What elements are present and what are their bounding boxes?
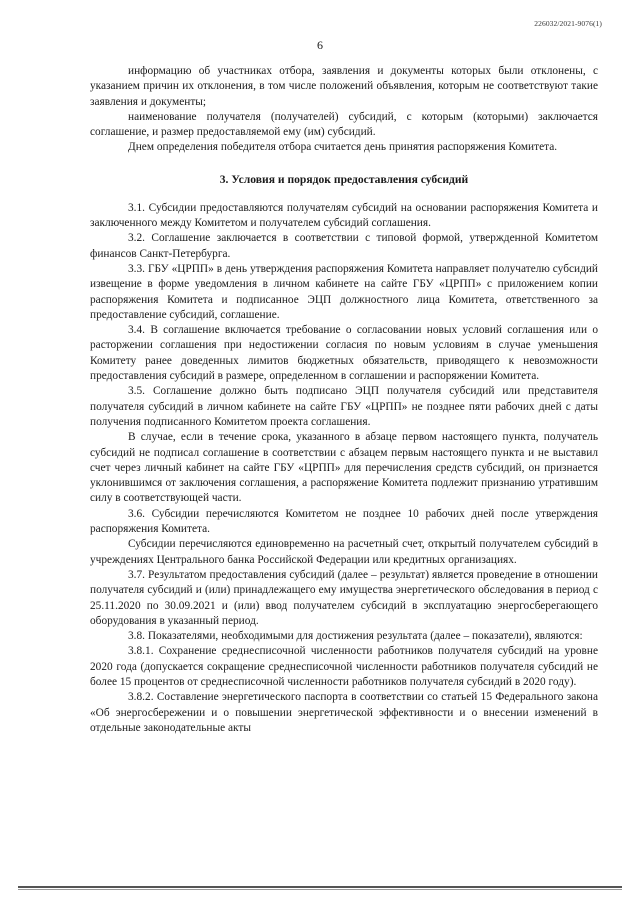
document-registration-number: 226032/2021-9076(1)	[534, 19, 602, 28]
document-body	[90, 64, 598, 736]
paragraph-3-5-second: В случае, если в течение срока, указанного в абзаце первом настоящего пункта, получатель субсидий не подписал соглашение в соответствии с абзацем первым настоящего пункта и не выставил счет через личный кабинет на сайте ГБУ «ЦРПП» для перечисления средств субсидий, он признается уклонившимся от заключения соглашения, а распоряжение Комитета подлежит признанию утратившим силу в соответствующей части.	[90, 431, 598, 505]
paragraph-3-6-second: Субсидии перечисляются единовременно на расчетный счет, открытый получателем субсидий в учреждениях Центрального банка Российской Федерации или кредитных организациях.	[90, 538, 598, 566]
paragraph-3-8: 3.8. Показателями, необходимыми для достижения результата (далее – показатели), являются:	[128, 630, 583, 643]
paragraph-3-1: 3.1. Субсидии предоставляются получателям субсидий на основании распоряжения Комитета и заключенного между Комитетом и получателем субсидий соглашения.	[90, 201, 598, 230]
paragraph-3-6: 3.6. Субсидии перечисляются Комитетом не позднее 10 рабочих дней после утверждения распоряжения Комитета.	[90, 507, 598, 536]
paragraph-rejected-participants: информацию об участниках отбора, заявления и документы которых были отклонены, с указанием причин их отклонения, в том числе положений объявления, которым не соответствуют такие заявления и документы;	[90, 65, 598, 108]
paragraph-3-8-2: 3.8.2. Составление энергетического паспорта в соответствии со статьей 15 Федерального закона «Об энергосбережении и о повышении энергетической эффективности и о внесении изменений в отдельные законодательные акты	[90, 691, 598, 734]
paragraph-3-7: 3.7. Результатом предоставления субсидий (далее – результат) является проведение в отношении получателя субсидий и (или) принадлежащего ему имущества энергетического обследования в период с 25.11.2020 по 30.09.2021 и (или) ввод получателем субсидий в эксплуатацию энергосберегающего оборудования в указанный период.	[90, 568, 598, 627]
paragraph-winner-date: Днем определения победителя отбора считается день принятия распоряжения Комитета.	[128, 141, 558, 154]
scan-bottom-border-thin	[18, 889, 622, 890]
paragraph-recipient-name: наименование получателя (получателей) субсидий, с которым (которыми) заключается соглашение, и размер предоставляемой ему (им) субсидий.	[90, 110, 598, 139]
paragraph-3-4: 3.4. В соглашение включается требование о согласовании новых условий соглашения или о расторжении соглашения при недостижении согласия по новым условиям в случае уменьшения Комитету ранее доведенных лимитов бюджетных обязательств, приводящего к невозможности предоставления субсидий в размере, определенном в соглашении и распоряжении Комитета.	[90, 324, 598, 383]
paragraph-3-2: 3.2. Соглашение заключается в соответствии с типовой формой, утвержденной Комитетом финансов Санкт-Петербурга.	[90, 232, 598, 260]
scan-bottom-border	[18, 886, 622, 888]
paragraph-3-8-1: 3.8.1. Сохранение среднесписочной численности работников получателя субсидий на уровне 2020 года (допускается сокращение среднесписочной численности работников получателя субсидий не более 15 процентов от среднесписочной численности работников получателя субсидий в 2020 году).	[90, 645, 598, 688]
page-number: 6	[317, 38, 323, 52]
section-title: 3. Условия и порядок предоставления субсидий	[219, 172, 469, 186]
paragraph-3-3: 3.3. ГБУ «ЦРПП» в день утверждения распоряжения Комитета направляет получателю субсидий извещение в форме уведомления в личном кабинете на сайте ГБУ «ЦРПП» с приложением копии распоряжения Комитета и подписанное ЭЦП должностного лица Комитета, ответственного за предоставление субсидий, соглашение.	[90, 262, 598, 321]
paragraph-3-5: 3.5. Соглашение должно быть подписано ЭЦП получателя субсидий или представителя получателя субсидий в личном кабинете на сайте ГБУ «ЦРПП» не позднее пяти рабочих дней с даты получения подписанного Комитетом проекта соглашения.	[90, 385, 598, 428]
